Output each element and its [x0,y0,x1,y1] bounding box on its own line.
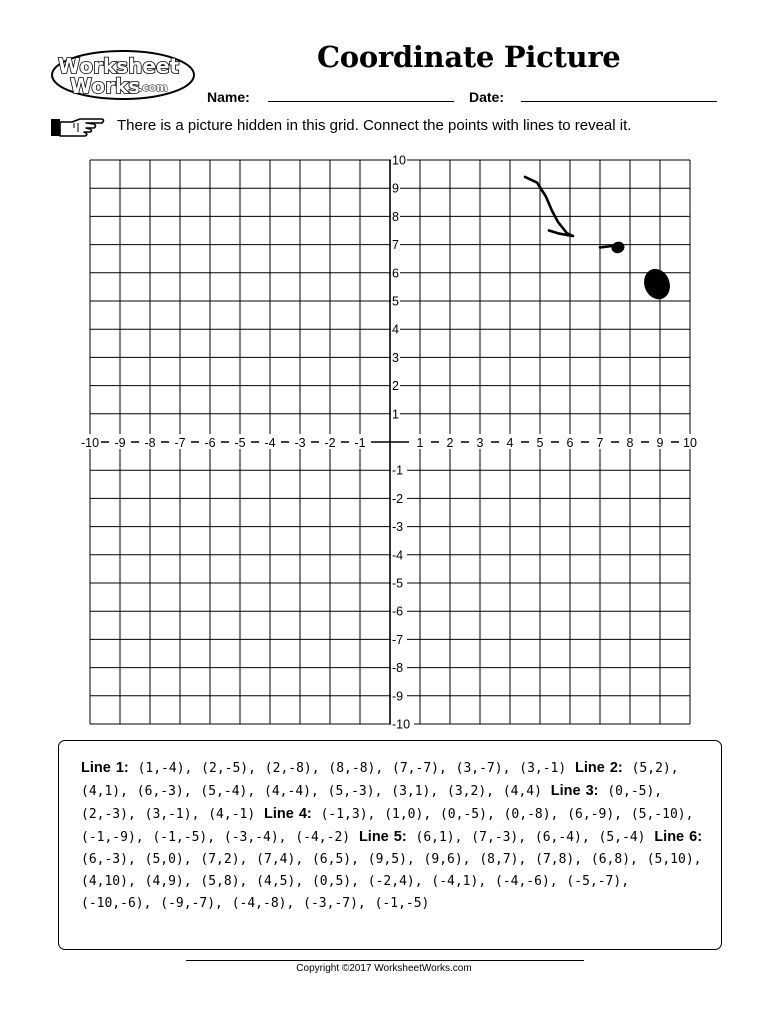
y-tick-label: -10 [392,717,411,732]
logo-suffix: .com [138,81,168,94]
y-tick-label: 8 [392,209,399,224]
pencil-stroke [525,177,573,236]
name-label: Name: [207,89,250,105]
instructions-text: There is a picture hidden in this grid. Connect the points with lines to reveal it. [117,117,632,134]
point-list [81,757,703,915]
pointing-hand-icon [50,116,106,138]
x-tick-label: 4 [506,436,514,450]
y-tick-label: 6 [392,266,399,281]
line-points: (1,-4), (2,-5), (2,-8), (8,-8), (7,-7), (3,-7), (3,-1) [137,761,567,776]
x-tick-label: -9 [114,436,126,450]
x-tick-label: 5 [536,436,544,450]
line-points: (6,-3), (5,0), (7,2), (7,4), (6,5), (9,5), (9,6), (8,7), (7,8), (6,8), (5,10), (4,10), (4,9), (5,8), (4,5), (0,5), (-2,4), (-4,1), (-4,-6), (-5,-7), (-10,-6), (-9,-7), (-4,-8), (-3,-7), (-1,-5) [81,852,702,911]
point-list-box [58,740,722,950]
y-tick-label: -8 [392,661,404,676]
x-tick-label: 7 [596,436,604,450]
x-tick-label: -7 [174,436,186,450]
y-tick-label: 10 [392,153,406,168]
copyright: Copyright ©2017 WorksheetWorks.com [296,963,472,974]
logo-line1: Worksheet [58,54,180,78]
x-tick-label: -10 [80,436,100,450]
x-tick-label: -6 [204,436,216,450]
y-tick-label: 5 [392,294,399,309]
y-tick-label: 3 [392,350,399,365]
x-tick-label: 9 [656,436,664,450]
y-tick-label: -9 [392,689,404,704]
y-tick-label: -2 [392,491,404,506]
line-label: Line 2: [575,760,623,776]
x-tick-label: -1 [354,436,366,450]
x-tick-label: 2 [446,436,454,450]
x-tick-label: -4 [264,436,276,450]
grid-svg [80,150,710,740]
line-label: Line 3: [550,783,599,799]
x-tick-label: 6 [566,436,574,450]
coordinate-grid[interactable] [80,150,710,740]
x-tick-label: 1 [416,436,424,450]
line-points: (0,-5), (2,-3), (3,-1), (4,-1) [81,784,663,822]
line-label: Line 5: [358,829,407,845]
line-label: Line 4: [264,806,312,822]
date-label: Date: [469,89,505,105]
line-points: (6,1), (7,-3), (6,-4), (5,-4) [415,830,646,845]
logo-line2: Works [70,74,141,98]
y-tick-label: -1 [392,463,404,478]
footer-divider [186,960,584,961]
y-tick-label: -7 [392,632,404,647]
y-tick-label: 7 [392,238,399,253]
y-tick-label: -6 [392,604,404,619]
line-points: (5,2), (4,1), (6,-3), (5,-4), (4,-4), (5,-3), (3,1), (3,2), (4,4) [81,761,679,799]
y-tick-label: 4 [392,322,399,337]
name-field[interactable] [268,101,454,102]
y-tick-label: 2 [392,379,399,394]
y-tick-label: -3 [392,520,404,535]
date-field[interactable] [521,101,717,102]
x-tick-label: 3 [476,436,484,450]
y-tick-label: -4 [392,548,404,563]
line-points: (-1,3), (1,0), (0,-5), (0,-8), (6,-9), (5,-10), (-1,-9), (-1,-5), (-3,-4), (-4,-2) [81,807,694,845]
page-title: Coordinate Picture [317,40,621,74]
x-tick-label: -8 [144,436,156,450]
y-tick-label: 9 [392,181,399,196]
pencil-stroke [600,246,612,247]
pencil-blob [610,240,626,255]
x-tick-label: -2 [324,436,336,450]
y-tick-label: -5 [392,576,404,591]
line-label: Line 6: [654,829,703,845]
x-tick-label: 8 [626,436,634,450]
x-tick-label: -3 [294,436,306,450]
x-tick-label: 10 [683,436,697,450]
worksheetworks-logo [50,48,196,102]
x-tick-label: -5 [234,436,246,450]
pencil-blob [640,265,674,303]
line-label: Line 1: [81,760,129,776]
y-tick-label: 1 [392,407,399,422]
